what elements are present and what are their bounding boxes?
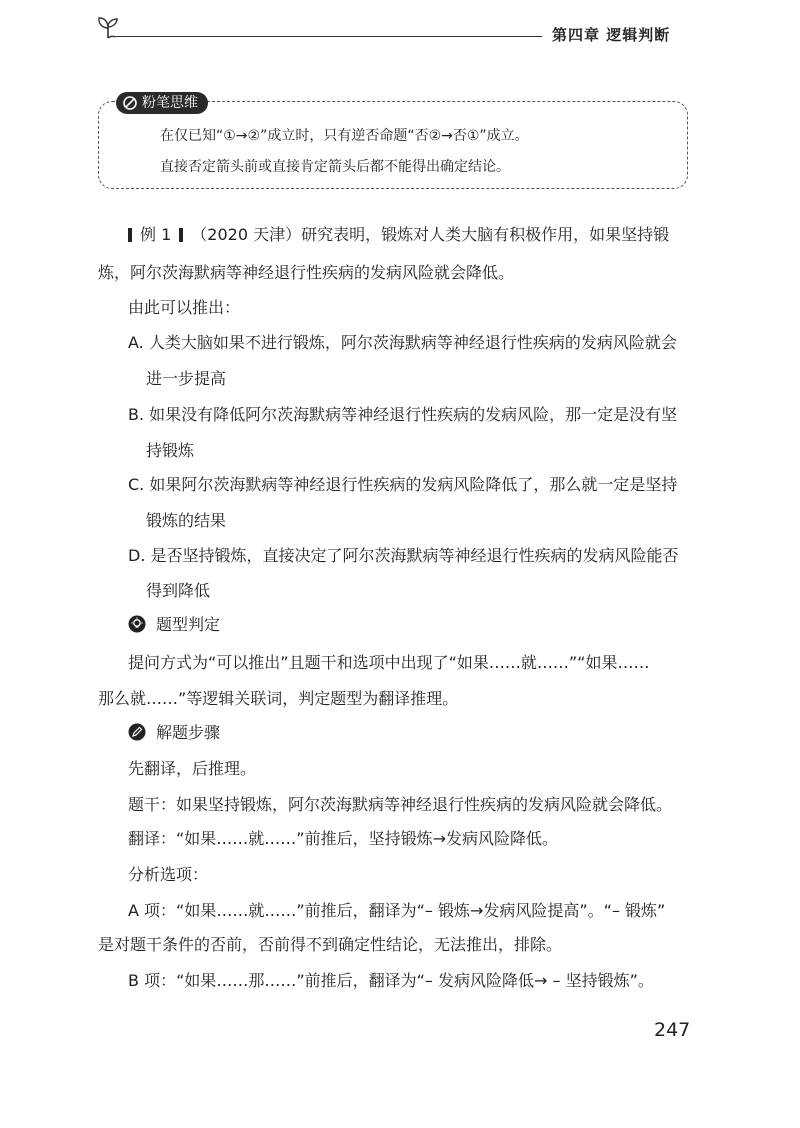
option-d-line-2: 得到降低 (146, 581, 211, 600)
step-line-6: 是对题干条件的否前，否前得不到确定性结论，无法推出，排除。 (98, 935, 563, 954)
chapter-title: 第四章 逻辑判断 (552, 26, 671, 44)
step-line-2: 题干：如果坚持锻炼，阿尔茨海默病等神经退行性疾病的发病风险就会降低。 (128, 795, 673, 814)
no-entry-icon (122, 95, 138, 111)
tip-line-2: 直接否定箭头前或直接肯定箭头后都不能得出确定结论。 (160, 159, 510, 175)
example-stem-line-1 (128, 222, 669, 245)
label-bar-left (128, 228, 132, 242)
header-rule (112, 36, 542, 37)
type-judgment-heading (128, 612, 220, 635)
option-b-line-2: 持锻炼 (146, 441, 195, 460)
example-question: 由此可以推出： (128, 298, 241, 317)
solution-steps-heading (128, 720, 220, 743)
lightbulb-icon (128, 615, 146, 633)
type-judgment-line-2: 那么就……”等逻辑关联词，判定题型为翻译推理。 (98, 689, 459, 708)
example-label: 例 1 (140, 225, 172, 244)
option-c-line-2: 锻炼的结果 (146, 511, 227, 530)
option-a-line-1: A. 人类大脑如果不进行锻炼，阿尔茨海默病等神经退行性疾病的发病风险就会 (128, 333, 677, 352)
step-line-7: B 项：“如果……那……”前推后，翻译为“– 发病风险降低→ – 坚持锻炼”。 (128, 971, 654, 990)
pen-icon (128, 723, 146, 741)
example-stem-line-2: 炼，阿尔茨海默病等神经退行性疾病的发病风险就会降低。 (98, 263, 515, 282)
tip-badge (116, 92, 208, 114)
solution-steps-title: 解题步骤 (156, 723, 221, 742)
tip-line-1: 在仅已知“①→②”成立时，只有逆否命题“否②→否①”成立。 (160, 128, 529, 144)
type-judgment-line-1: 提问方式为“可以推出”且题干和选项中出现了“如果……就……”“如果…… (128, 653, 650, 672)
label-bar-right (179, 228, 183, 242)
sprout-icon (93, 12, 123, 42)
option-b-line-1: B. 如果没有降低阿尔茨海默病等神经退行性疾病的发病风险，那一定是没有坚 (128, 405, 678, 424)
tip-badge-label: 粉笔思维 (142, 95, 198, 111)
example-stem-text: （2020 天津）研究表明，锻炼对人类大脑有积极作用，如果坚持锻 (191, 225, 670, 244)
type-judgment-title: 题型判定 (156, 615, 221, 634)
step-line-1: 先翻译，后推理。 (128, 759, 257, 778)
option-c-line-1: C. 如果阿尔茨海默病等神经退行性疾病的发病风险降低了，那么就一定是坚持 (128, 475, 678, 494)
step-line-4: 分析选项： (128, 865, 209, 884)
step-line-3: 翻译：“如果……就……”前推后，坚持锻炼→发病风险降低。 (128, 829, 558, 848)
option-a-line-2: 进一步提高 (146, 369, 227, 388)
option-d-line-1: D. 是否坚持锻炼，直接决定了阿尔茨海默病等神经退行性疾病的发病风险能否 (128, 546, 679, 565)
page-number: 247 (654, 1019, 691, 1041)
step-line-5: A 项：“如果……就……”前推后，翻译为“– 锻炼→发病风险提高”。“– 锻炼” (128, 901, 666, 920)
